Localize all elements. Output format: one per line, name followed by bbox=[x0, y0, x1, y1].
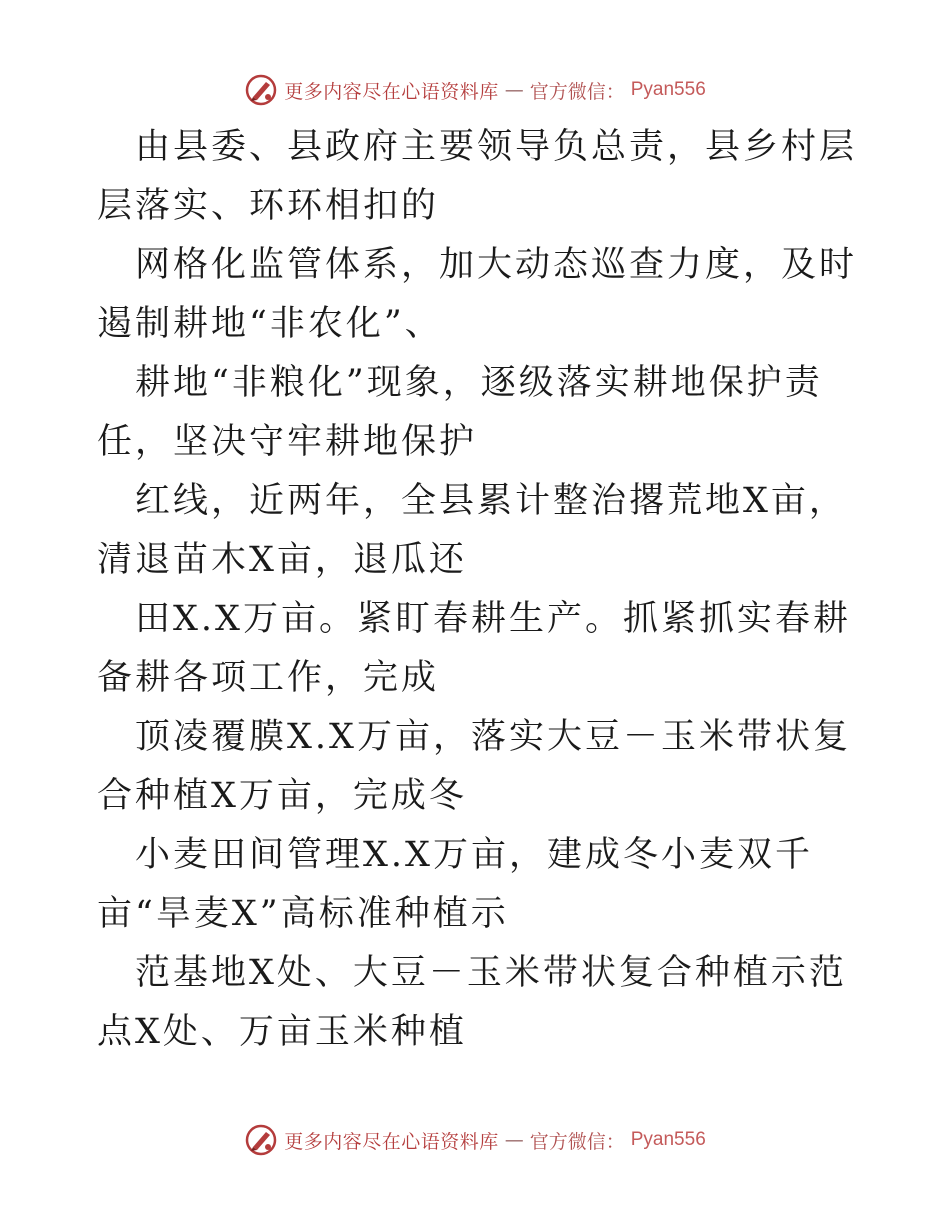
document-body bbox=[97, 118, 857, 1062]
footer-watermark bbox=[0, 1120, 950, 1160]
watermark-slogan: 更多内容尽在心语资料库 bbox=[284, 80, 499, 103]
paragraph: 小麦田间管理X.X万亩，建成冬小麦双千亩“旱麦X”高标准种植示 bbox=[97, 835, 813, 934]
watermark-wechat-id: Pyan556 bbox=[630, 1129, 706, 1150]
paragraph: 顶凌覆膜X.X万亩，落实大豆－玉米带状复合种植X万亩，完成冬 bbox=[97, 717, 851, 816]
watermark-separator: — bbox=[504, 79, 524, 101]
watermark-separator: — bbox=[504, 1129, 524, 1151]
watermark-slogan: 更多内容尽在心语资料库 bbox=[284, 1130, 499, 1153]
paragraph: 由县委、县政府主要领导负总责，县乡村层层落实、环环相扣的 bbox=[97, 127, 858, 226]
paragraph: 网格化监管体系，加大动态巡查力度，及时遏制耕地“非农化”、 bbox=[97, 245, 858, 344]
watermark-wechat-id: Pyan556 bbox=[630, 79, 706, 100]
watermark-wechat-label: 官方微信： bbox=[529, 1130, 625, 1153]
pen-seal-logo-icon bbox=[244, 1123, 278, 1157]
pen-seal-logo-icon bbox=[244, 73, 278, 107]
paragraph: 田X.X万亩。紧盯春耕生产。抓紧抓实春耕备耕各项工作，完成 bbox=[97, 599, 851, 698]
watermark-wechat-label: 官方微信： bbox=[529, 80, 625, 103]
header-watermark bbox=[0, 70, 950, 110]
paragraph: 红线，近两年，全县累计整治撂荒地X亩，清退苗木X亩，退瓜还 bbox=[97, 481, 847, 580]
paragraph: 范基地X处、大豆－玉米带状复合种植示范点X处、万亩玉米种植 bbox=[97, 953, 847, 1052]
paragraph: 耕地“非粮化”现象，逐级落实耕地保护责任，坚决守牢耕地保护 bbox=[97, 363, 823, 462]
